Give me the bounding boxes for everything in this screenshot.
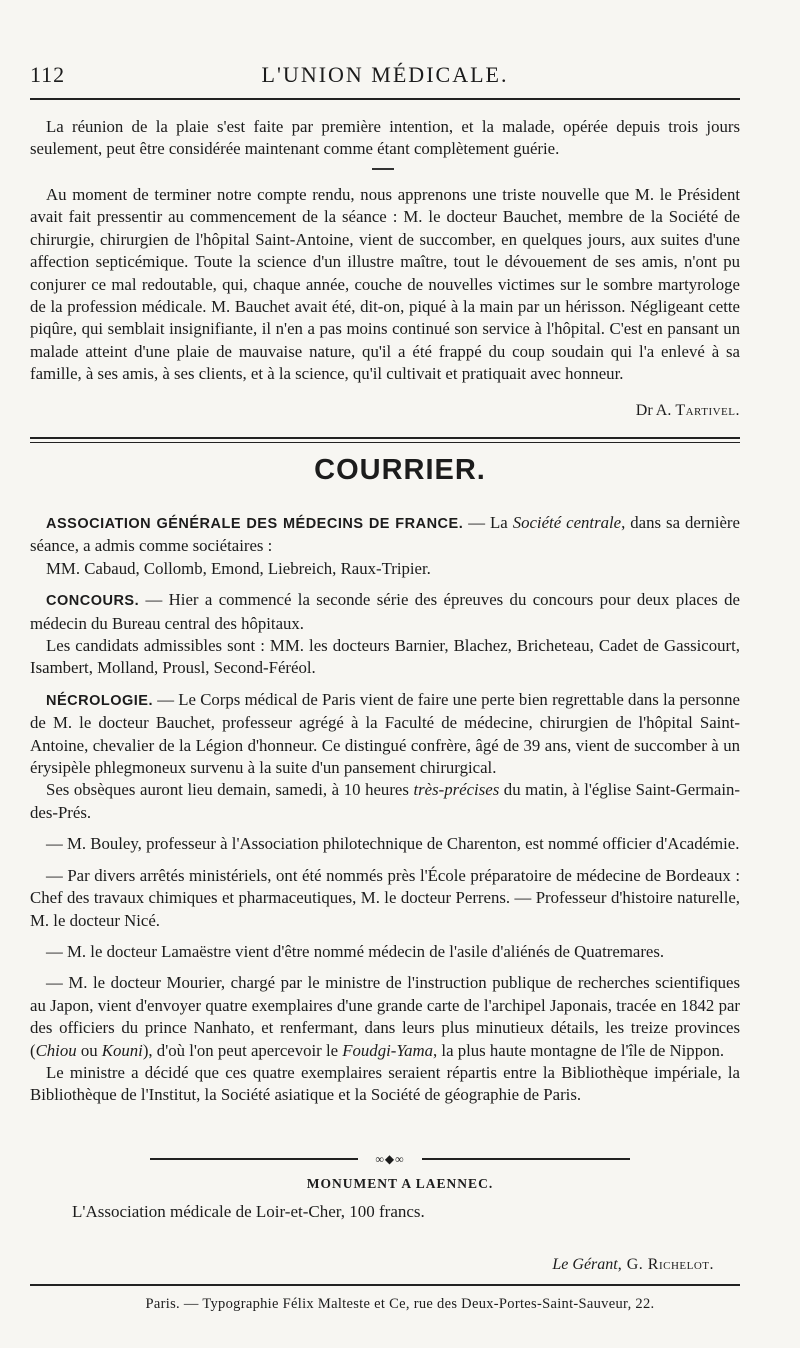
lamaestre-paragraph: — M. le docteur Lamaëstre vient d'être nommé médecin de l'asile d'aliénés de Quatremares. [46, 941, 665, 961]
ornamental-divider [150, 1152, 630, 1166]
report-bauchet-paragraph [30, 184, 740, 386]
necrologie-item: NÉCROLOGIE. — Le Corps médical de Paris vient de faire une perte bien regrettable dans la personne de M. le docteur Bauchet, professeur agrégé à la Faculté de médecine, chirurgien de l'hôpital Saint-Antoine, chevalier de la Légion d'honneur. Ce distingué confrère, âgé de 39 ans, vient de succomber à un érysipèle phlegmoneux survenu à la suite d'un pansement chirurgical. [30, 689, 740, 778]
journal-title: L'UNION MÉDICALE. [261, 62, 509, 87]
necrologie-heading: NÉCROLOGIE. [46, 692, 154, 709]
association-item: ASSOCIATION GÉNÉRALE DES MÉDECINS DE FRANCE. — La Société centrale, dans sa dernière séance, a admis comme sociétaires : [30, 513, 740, 556]
header-rule [30, 98, 740, 100]
courrier-title: COURRIER. [314, 454, 486, 486]
monument-heading: MONUMENT A LAENNEC. [306, 1176, 494, 1191]
report-closing-paragraph [30, 116, 740, 161]
concours-item: CONCOURS. — Hier a commencé la seconde série des épreuves du concours pour deux places de médecin du Bureau central des hôpitaux. [30, 590, 740, 633]
report-paragraph-1: La réunion de la plaie s'est faite par première intention, et la malade, opérée depuis trois jours seulement, peut être considérée maintenant comme étant complètement guérie. [30, 117, 740, 159]
arretes-paragraph: — Par divers arrêtés ministériels, ont été nommés près l'École préparatoire de médecine de Bordeaux : Chef des travaux chimiques et pharmaceutiques, M. le docteur Perrens. — Professeur d'histoire naturelle, M. le docteur Nicé. [30, 865, 740, 930]
divider-ornament-icon: ∞◆∞ [375, 1152, 405, 1166]
signature-name: Tartivel. [675, 402, 740, 419]
page-number: 112 [30, 62, 66, 87]
courrier-body [30, 512, 740, 1107]
concours-heading: CONCOURS. [46, 593, 140, 610]
association-names: MM. Cabaud, Collomb, Emond, Liebreich, Raux-Tripier. [46, 558, 431, 578]
monument-donation: L'Association médicale de Loir-et-Cher, 100 francs. [72, 1202, 425, 1221]
mourier-paragraph: — M. le docteur Mourier, chargé par le ministre de l'instruction publique de recherches scientifiques au Japon, vient d'envoyer quatre exemplaires d'une grande carte de l'archipel Japonais, tracée en 1842 par des officiers du prince Nanhato, et renfermant, dans leurs plus minutieux détails, les treize provinces (Chiou ou Kouni), d'où l'on peut apercevoir le Foudgi-Yama, la plus haute montagne de l'île de Nippon. [30, 973, 740, 1060]
signature-prefix: Dr A. [635, 402, 676, 419]
section-separator-dash [372, 168, 394, 170]
page-header [30, 62, 740, 92]
ministre-paragraph: Le ministre a décidé que ces quatre exemplaires seraient répartis entre la Bibliothèque impériale, la Bibliothèque de l'Institut, la Société asiatique et la Société de géographie de Paris. [30, 1062, 740, 1105]
gerant-name: , G. Richelot. [617, 1256, 714, 1273]
report-signature [636, 402, 740, 420]
footer-rule [30, 1284, 740, 1286]
bouley-paragraph: — M. Bouley, professeur à l'Association philotechnique de Charenton, est nommé officier d'Académie. [46, 834, 740, 854]
report-paragraph-2: Au moment de terminer notre compte rendu, nous apprenons une triste nouvelle que M. le Président avait fait pressentir au commencement de la séance : M. le docteur Bauchet, membre de la Société de chirurgie, chirurgien de l'hôpital Saint-Antoine, vient de succomber, en quelques jours, aux suites d'une affection septicémique. Toute la science d'un illustre maître, tout le dévouement de ses amis, n'ont pu conjurer ce mal redoutable, qui, chaque année, couche de nouvelles victimes sur le sombre martyrologe de la profession médicale. M. Bauchet avait été, dit-on, piqué à la main par un hérisson. Négligeant cette piqûre, qui semblait insignifiante, il n'en a pas moins continué son service à l'hôpital. C'est en pansant un malade atteint d'une plaie de mauvaise nature, qu'il a été frappé du coup soudain qui l'a enlevé à sa famille, à ses amis, à ses clients, et à la science, qu'il cultivait et pratiquait avec honneur. [30, 185, 740, 384]
association-heading: ASSOCIATION GÉNÉRALE DES MÉDECINS DE FRANCE. [46, 516, 464, 532]
gerant-signature [552, 1256, 714, 1274]
concours-candidates: Les candidats admissibles sont : MM. les docteurs Barnier, Blachez, Bricheteau, Cadet de Gassicourt, Isambert, Molland, Prousl, Second-Féréol. [30, 636, 740, 678]
section-rule-bottom [30, 442, 740, 443]
printer-imprint: Paris. — Typographie Félix Malteste et Ce, rue des Deux-Portes-Saint-Sauveur, 22. [145, 1296, 655, 1312]
obseques-paragraph: Ses obsèques auront lieu demain, samedi, à 10 heures très-précises du matin, à l'église Saint-Germain-des-Prés. [30, 780, 740, 822]
gerant-label: Le Gérant [552, 1256, 618, 1273]
section-rule-top [30, 437, 740, 439]
